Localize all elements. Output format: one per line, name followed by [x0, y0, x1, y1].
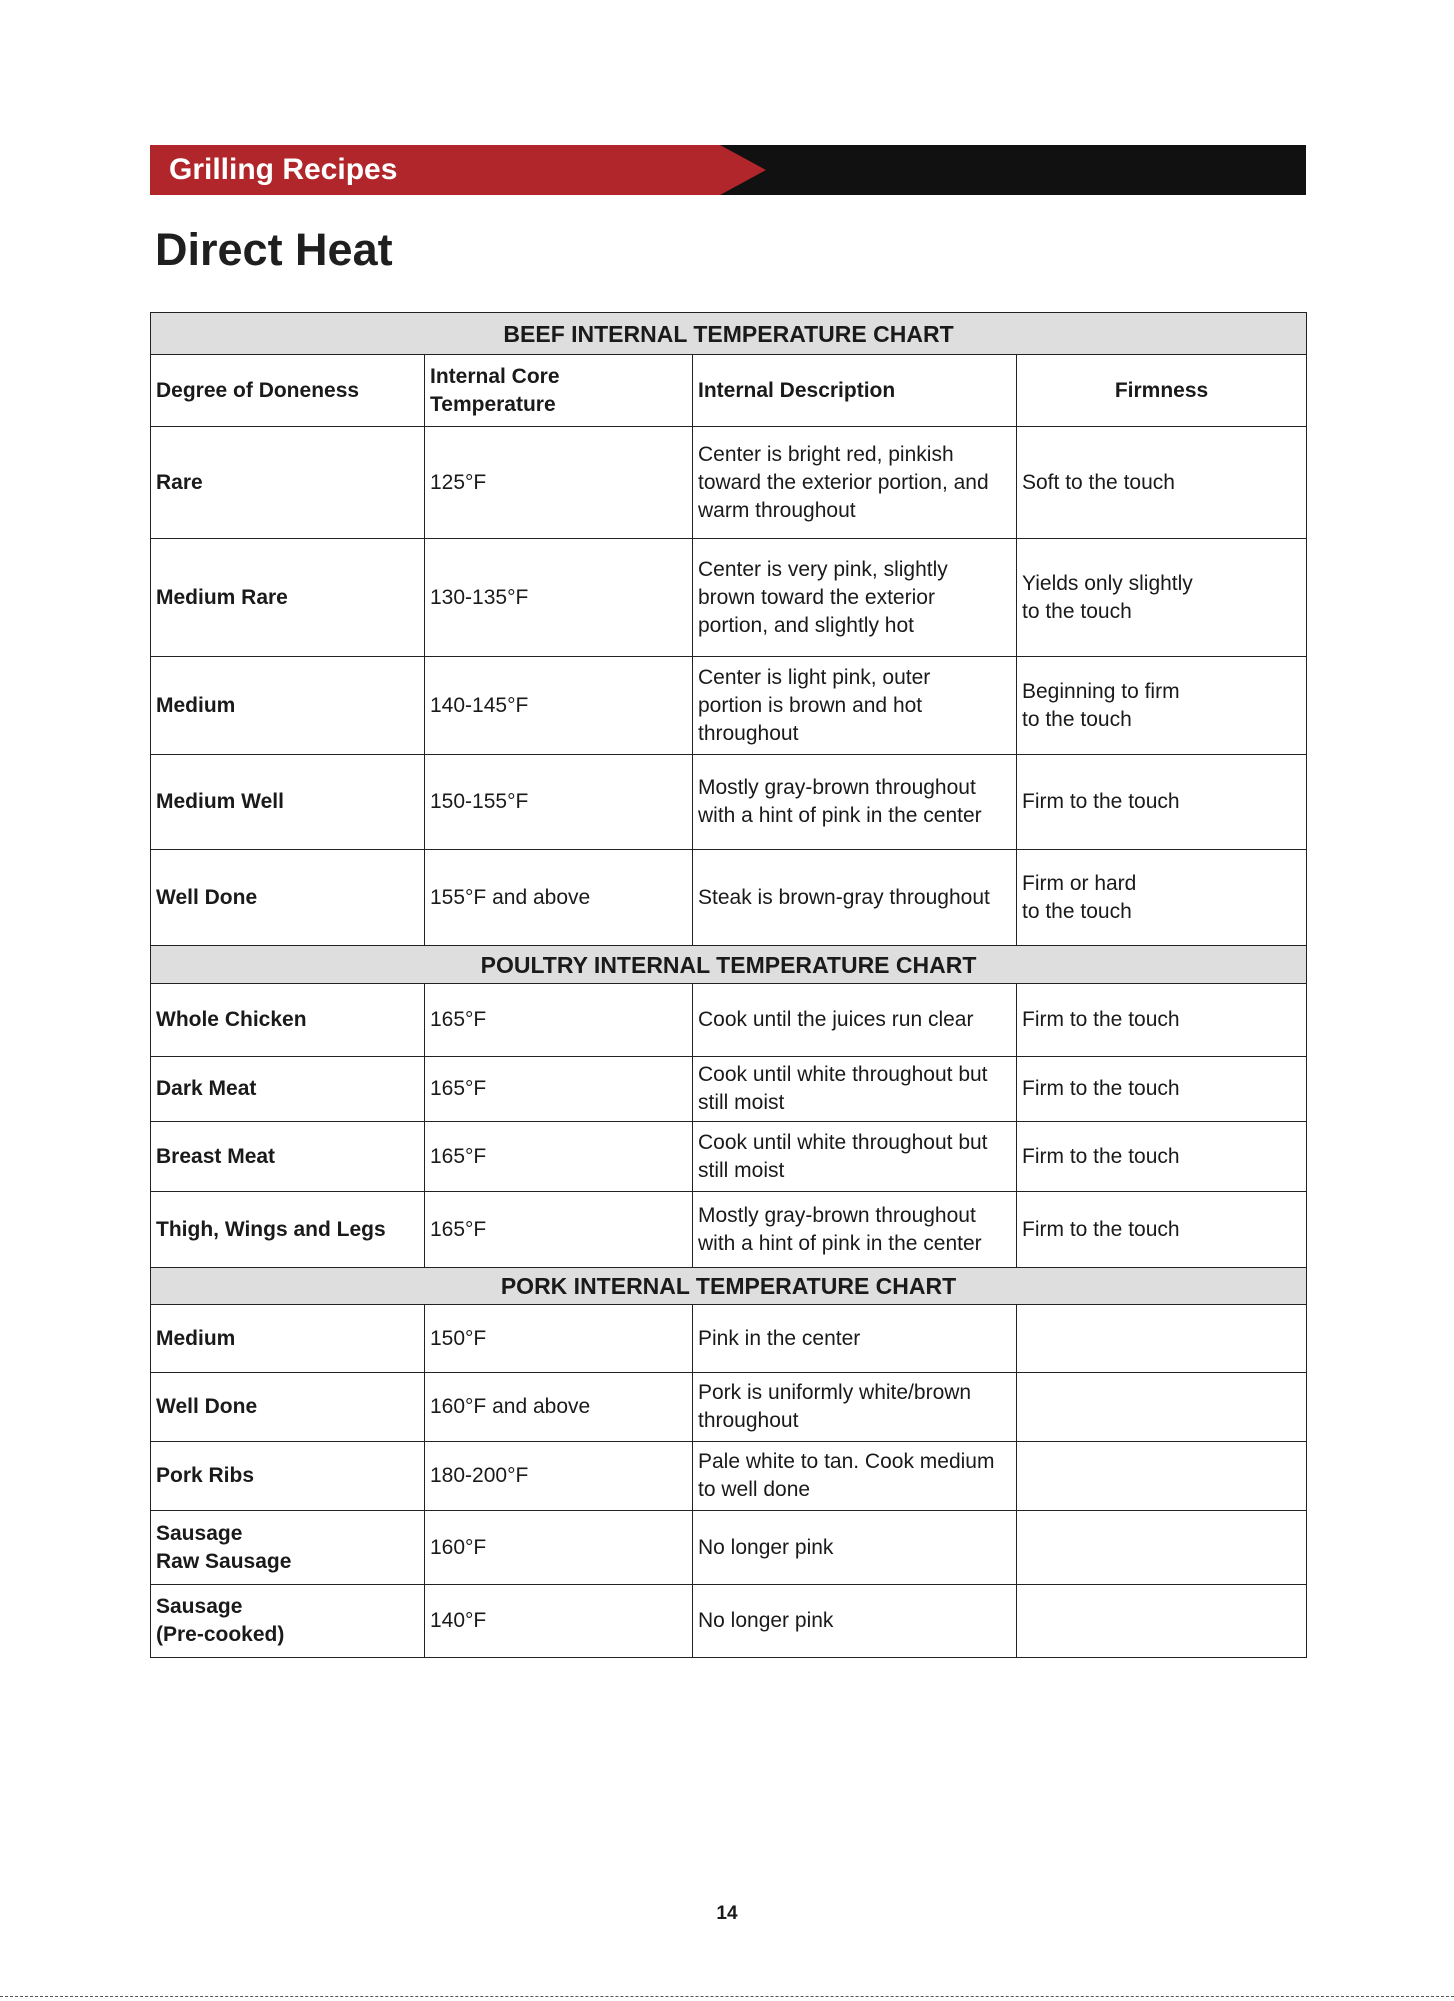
temperature-cell: 160°F	[425, 1511, 693, 1585]
table-row	[151, 1442, 1307, 1511]
bottom-divider	[0, 1996, 1454, 1997]
firmness-cell: Beginning to firm to the touch	[1017, 657, 1307, 755]
firmness-cell: Yields only slightly to the touch	[1017, 539, 1307, 657]
doneness-cell: Medium Rare	[151, 539, 425, 657]
section-header-row	[151, 313, 1307, 355]
section-header-row	[151, 1268, 1307, 1305]
table-row	[151, 1305, 1307, 1373]
firmness-cell	[1017, 1442, 1307, 1511]
doneness-cell: Rare	[151, 427, 425, 539]
banner-title: Grilling Recipes	[169, 153, 398, 186]
page-title: Direct Heat	[155, 224, 393, 275]
temperature-chart-table	[150, 312, 1307, 1658]
temperature-cell: 140°F	[425, 1585, 693, 1658]
firmness-cell: Firm to the touch	[1017, 755, 1307, 850]
page-number: 14	[716, 1903, 738, 1924]
temperature-cell: 165°F	[425, 1192, 693, 1268]
doneness-cell: Medium	[151, 1305, 425, 1373]
temperature-cell: 130-135°F	[425, 539, 693, 657]
temperature-cell: 160°F and above	[425, 1373, 693, 1442]
doneness-cell: Dark Meat	[151, 1057, 425, 1122]
doneness-cell: Medium	[151, 657, 425, 755]
temperature-cell: 165°F	[425, 1057, 693, 1122]
firmness-cell	[1017, 1305, 1307, 1373]
table-row	[151, 657, 1307, 755]
column-header-doneness: Degree of Doneness	[151, 355, 425, 427]
column-header-row	[151, 355, 1307, 427]
temperature-cell: 155°F and above	[425, 850, 693, 946]
doneness-cell: Well Done	[151, 850, 425, 946]
table-row	[151, 1511, 1307, 1585]
doneness-cell: Breast Meat	[151, 1122, 425, 1192]
column-header-description: Internal Description	[693, 355, 1017, 427]
firmness-cell	[1017, 1511, 1307, 1585]
section-header-row	[151, 946, 1307, 984]
table-row	[151, 427, 1307, 539]
doneness-cell: Well Done	[151, 1373, 425, 1442]
description-cell: Center is very pink, slightly brown toward the exterior portion, and slightly hot	[693, 539, 1017, 657]
table-row	[151, 539, 1307, 657]
doneness-cell: Pork Ribs	[151, 1442, 425, 1511]
description-cell: Pork is uniformly white/brown throughout	[693, 1373, 1017, 1442]
table-row	[151, 1057, 1307, 1122]
description-cell: No longer pink	[693, 1511, 1017, 1585]
doneness-cell: Medium Well	[151, 755, 425, 850]
table-row	[151, 755, 1307, 850]
section-banner	[150, 145, 1306, 195]
description-cell: Mostly gray-brown throughout with a hint of pink in the center	[693, 1192, 1017, 1268]
section-title: POULTRY INTERNAL TEMPERATURE CHART	[151, 946, 1307, 984]
firmness-cell: Soft to the touch	[1017, 427, 1307, 539]
description-cell: Mostly gray-brown throughout with a hint of pink in the center	[693, 755, 1017, 850]
firmness-cell	[1017, 1585, 1307, 1658]
table-row	[151, 984, 1307, 1057]
temperature-cell: 165°F	[425, 1122, 693, 1192]
column-header-firmness: Firmness	[1017, 355, 1307, 427]
firmness-cell: Firm to the touch	[1017, 1122, 1307, 1192]
temperature-cell: 150-155°F	[425, 755, 693, 850]
column-header-temperature: Internal Core Temperature	[425, 355, 693, 427]
description-cell: Pink in the center	[693, 1305, 1017, 1373]
firmness-cell: Firm or hard to the touch	[1017, 850, 1307, 946]
description-cell: Steak is brown-gray throughout	[693, 850, 1017, 946]
doneness-cell: Sausage (Pre-cooked)	[151, 1585, 425, 1658]
description-cell: Cook until white throughout but still moist	[693, 1122, 1017, 1192]
section-title: BEEF INTERNAL TEMPERATURE CHART	[151, 313, 1307, 355]
temperature-chart-body	[151, 313, 1307, 1658]
section-title: PORK INTERNAL TEMPERATURE CHART	[151, 1268, 1307, 1305]
firmness-cell: Firm to the touch	[1017, 1192, 1307, 1268]
table-row	[151, 1585, 1307, 1658]
table-row	[151, 1373, 1307, 1442]
firmness-cell: Firm to the touch	[1017, 1057, 1307, 1122]
description-cell: Center is light pink, outer portion is brown and hot throughout	[693, 657, 1017, 755]
description-cell: Cook until white throughout but still moist	[693, 1057, 1017, 1122]
temperature-cell: 165°F	[425, 984, 693, 1057]
temperature-cell: 140-145°F	[425, 657, 693, 755]
doneness-cell: Whole Chicken	[151, 984, 425, 1057]
description-cell: No longer pink	[693, 1585, 1017, 1658]
table-row	[151, 850, 1307, 946]
temperature-cell: 180-200°F	[425, 1442, 693, 1511]
doneness-cell: Sausage Raw Sausage	[151, 1511, 425, 1585]
table-row	[151, 1122, 1307, 1192]
table-row	[151, 1192, 1307, 1268]
firmness-cell	[1017, 1373, 1307, 1442]
description-cell: Pale white to tan. Cook medium to well done	[693, 1442, 1017, 1511]
description-cell: Center is bright red, pinkish toward the exterior portion, and warm throughout	[693, 427, 1017, 539]
doneness-cell: Thigh, Wings and Legs	[151, 1192, 425, 1268]
temperature-cell: 150°F	[425, 1305, 693, 1373]
firmness-cell: Firm to the touch	[1017, 984, 1307, 1057]
description-cell: Cook until the juices run clear	[693, 984, 1017, 1057]
temperature-cell: 125°F	[425, 427, 693, 539]
